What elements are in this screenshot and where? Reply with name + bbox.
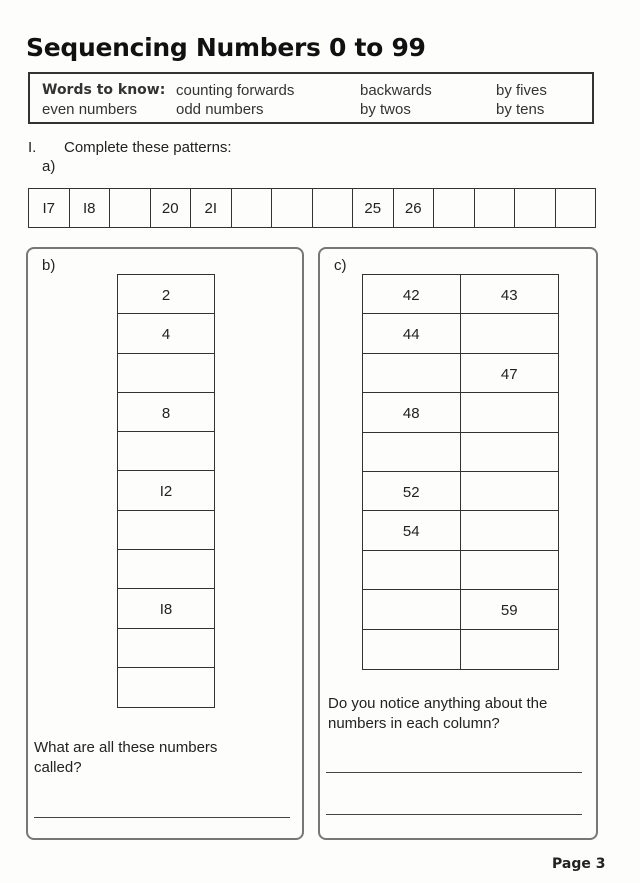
part-b-question: What are all these numbers called? [34, 739, 218, 776]
blank-cell-a[interactable] [232, 189, 273, 227]
number-cell-c: 47 [461, 354, 559, 393]
blank-cell-c[interactable] [461, 511, 559, 550]
answer-line-c-2[interactable] [326, 814, 582, 815]
number-cell-c: 44 [363, 314, 461, 353]
number-cell-c: 48 [363, 393, 461, 432]
answer-line-c-1[interactable] [326, 772, 582, 773]
words-to-know-box [28, 72, 594, 124]
page-number: Page 3 [552, 856, 606, 872]
pattern-row-a [28, 188, 596, 228]
number-cell-b: 2 [118, 275, 214, 314]
question-number: I. [28, 139, 37, 156]
number-cell-a: 2I [191, 189, 232, 227]
blank-cell-a[interactable] [434, 189, 475, 227]
blank-cell-c[interactable] [363, 551, 461, 590]
word-by-tens: by tens [496, 101, 545, 118]
word-by-fives: by fives [496, 82, 547, 99]
blank-cell-a[interactable] [515, 189, 556, 227]
word-even-numbers: even numbers [42, 101, 138, 118]
number-cell-a: 26 [394, 189, 435, 227]
word-odd-numbers: odd numbers [176, 101, 264, 118]
blank-cell-c[interactable] [363, 354, 461, 393]
blank-cell-a[interactable] [313, 189, 354, 227]
blank-cell-a[interactable] [272, 189, 313, 227]
blank-cell-b[interactable] [118, 432, 214, 471]
blank-cell-b[interactable] [118, 668, 214, 707]
blank-cell-c[interactable] [363, 630, 461, 669]
blank-cell-c[interactable] [461, 393, 559, 432]
number-cell-b: I2 [118, 471, 214, 510]
number-cell-a: 25 [353, 189, 394, 227]
pattern-table-b [117, 274, 215, 708]
blank-cell-c[interactable] [461, 472, 559, 511]
blank-cell-a[interactable] [556, 189, 596, 227]
blank-cell-a[interactable] [110, 189, 151, 227]
number-cell-c: 42 [363, 275, 461, 314]
number-cell-b: 4 [118, 314, 214, 353]
blank-cell-b[interactable] [118, 511, 214, 550]
number-cell-c: 59 [461, 590, 559, 629]
blank-cell-c[interactable] [461, 314, 559, 353]
part-c-label: c) [334, 257, 347, 274]
blank-cell-c[interactable] [363, 433, 461, 472]
answer-line-b[interactable] [34, 817, 290, 818]
word-counting-forwards: counting forwards [176, 82, 295, 99]
number-cell-a: I8 [70, 189, 111, 227]
blank-cell-c[interactable] [363, 590, 461, 629]
number-cell-c: 54 [363, 511, 461, 550]
blank-cell-a[interactable] [475, 189, 516, 227]
number-cell-b: I8 [118, 589, 214, 628]
blank-cell-c[interactable] [461, 551, 559, 590]
pattern-table-c [362, 274, 559, 670]
blank-cell-c[interactable] [461, 630, 559, 669]
words-to-know-label: Words to know: [42, 82, 166, 98]
blank-cell-c[interactable] [461, 433, 559, 472]
number-cell-c: 43 [461, 275, 559, 314]
number-cell-c: 52 [363, 472, 461, 511]
number-cell-a: 20 [151, 189, 192, 227]
blank-cell-b[interactable] [118, 354, 214, 393]
word-backwards: backwards [360, 82, 432, 99]
blank-cell-b[interactable] [118, 629, 214, 668]
blank-cell-b[interactable] [118, 550, 214, 589]
part-a-label: a) [42, 158, 56, 175]
word-by-twos: by twos [360, 101, 411, 118]
number-cell-a: I7 [29, 189, 70, 227]
number-cell-b: 8 [118, 393, 214, 432]
page-title: Sequencing Numbers 0 to 99 [26, 33, 426, 62]
part-c-question: Do you notice anything about the numbers in each column? [328, 695, 548, 732]
question-text: Complete these patterns: [64, 139, 232, 156]
part-b-label: b) [42, 257, 56, 274]
